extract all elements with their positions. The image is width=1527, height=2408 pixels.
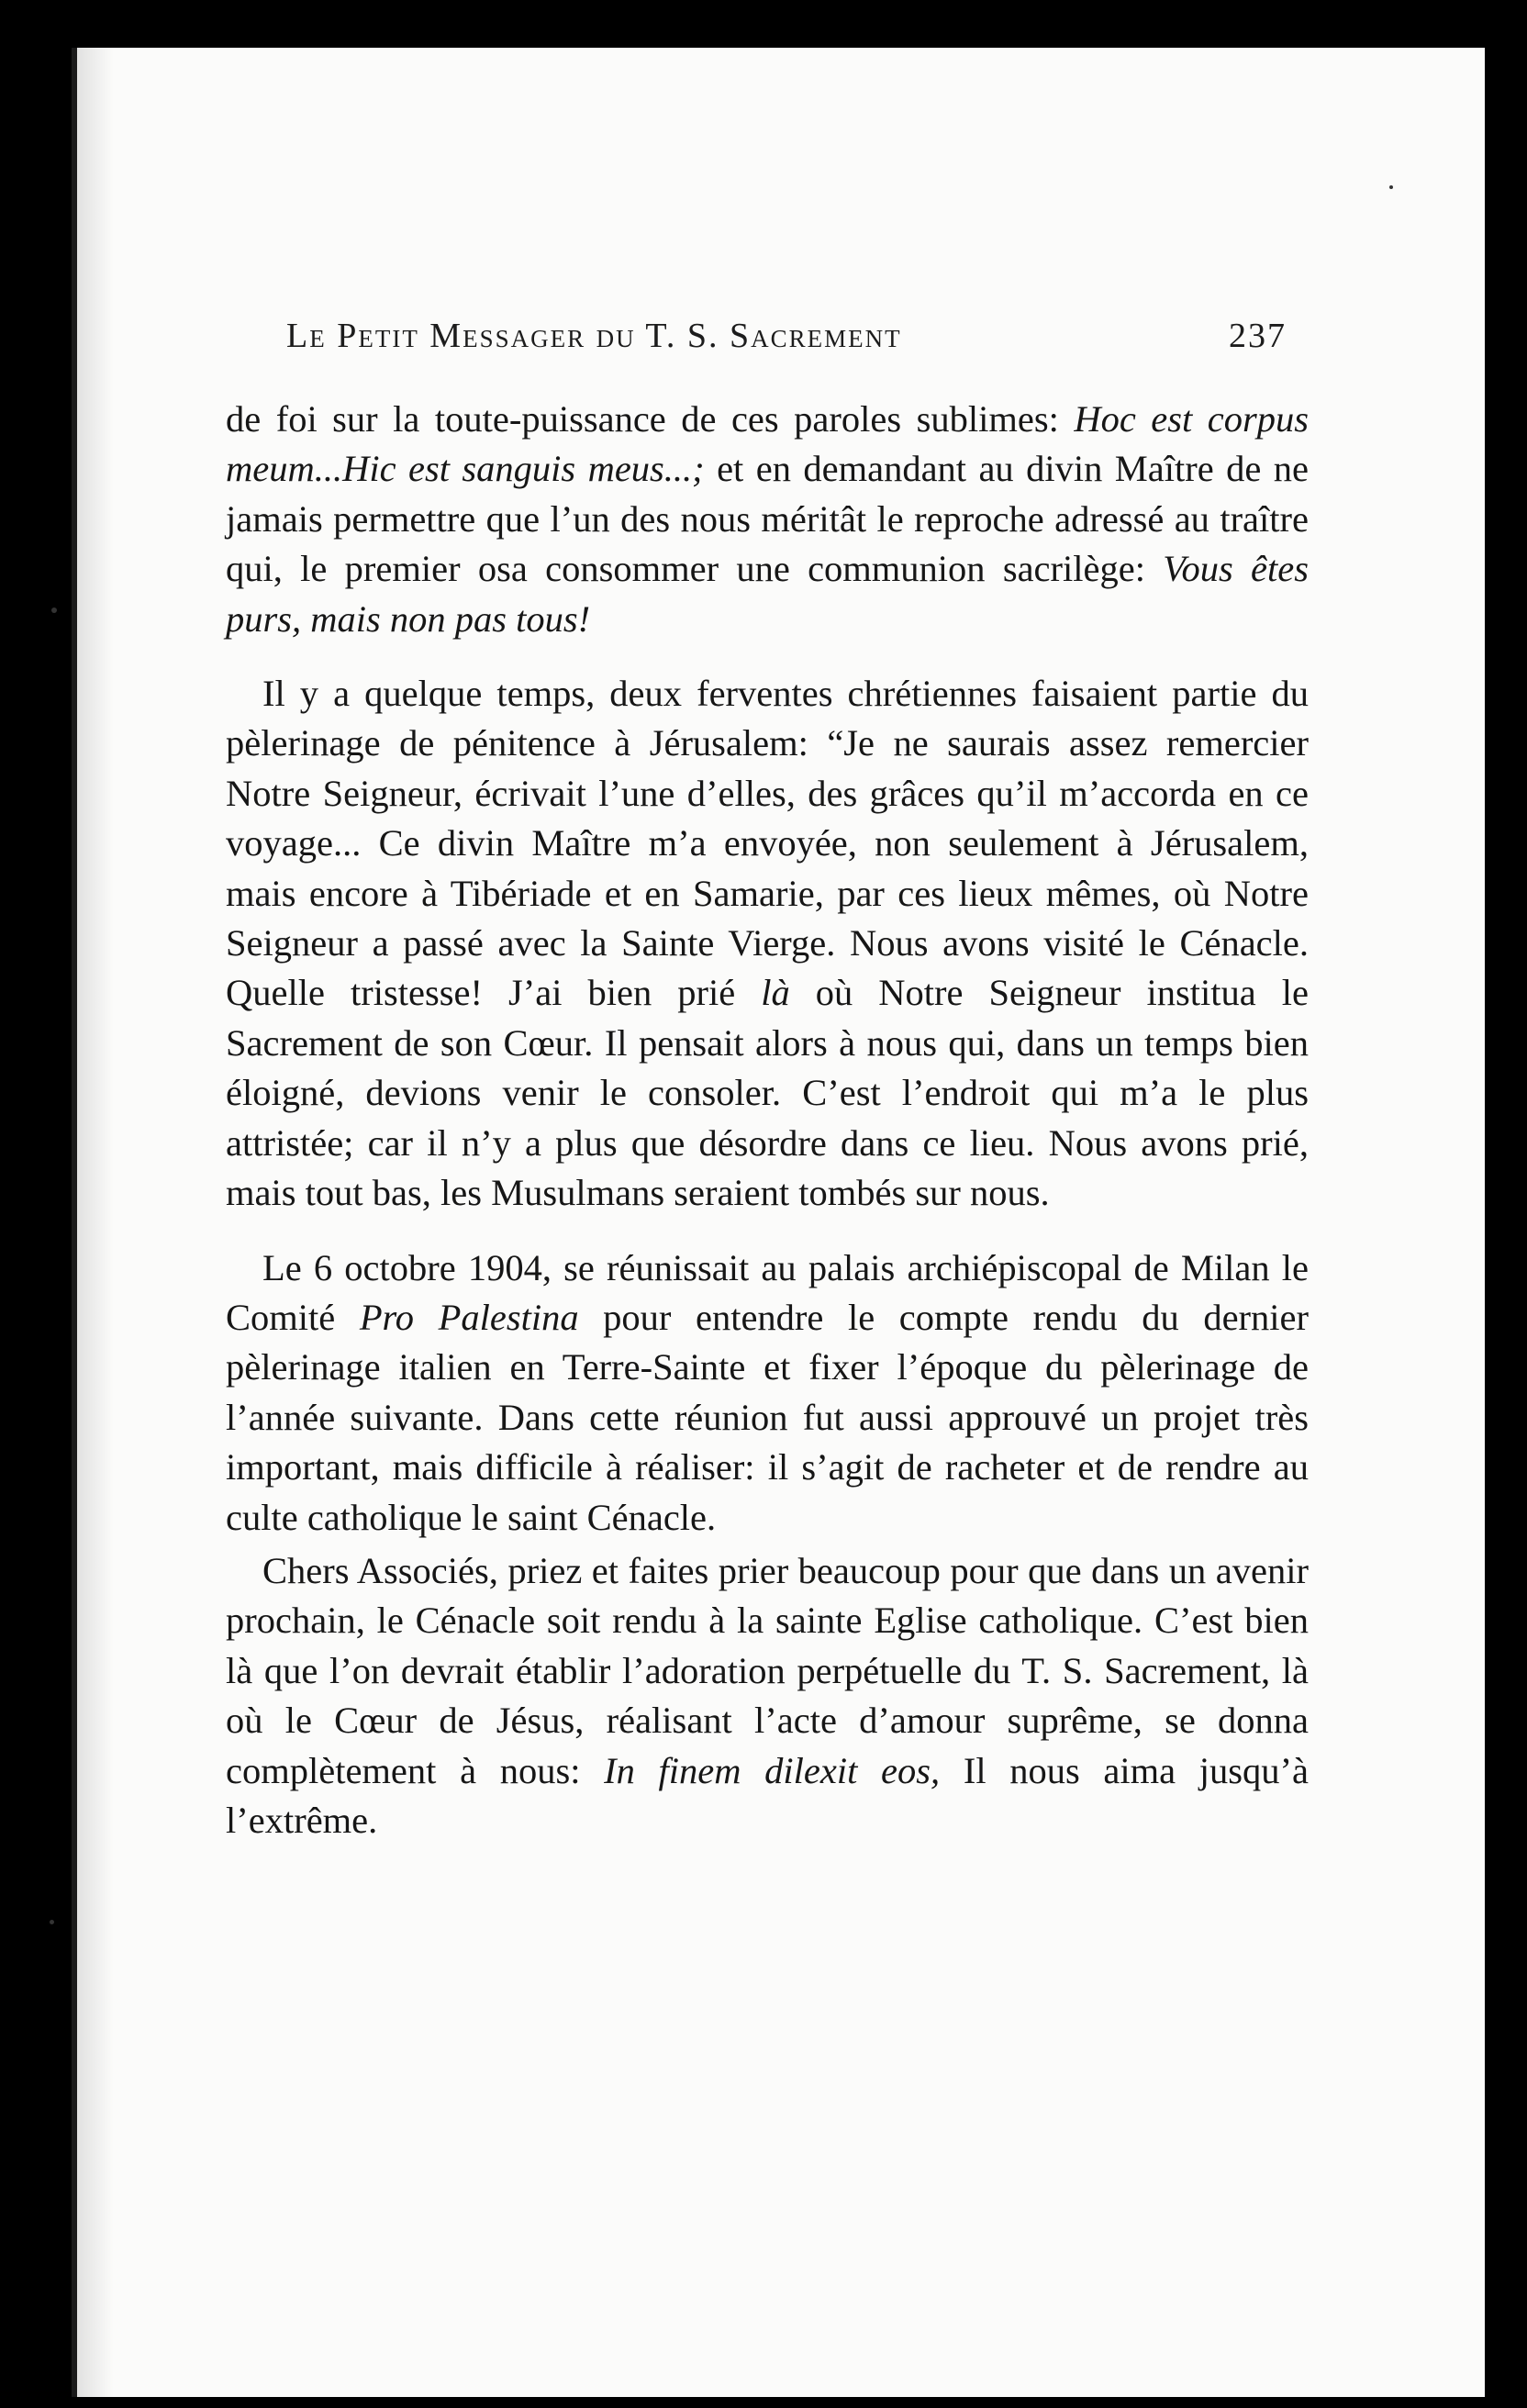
text-run: pour entendre le compte rendu du dernier pèlerinage italien en Terre-Sainte et fixer l’époque du pèlerinage de l’année suivante. Dans cette réunion fut aussi approuvé un projet très important, mais difficile à réaliser: il s’agit de racheter et de rendre au culte catholique le saint Cénacle. <box>226 1296 1310 1538</box>
text-run: Le 6 octobre 1904, se réunissait au palais archiépiscopal de Milan le Comité <box>226 1246 1309 1338</box>
italic-phrase: Pro Palestina <box>359 1296 579 1338</box>
text-run: Il y a quelque temps, deux ferventes chrétiennes faisaient partie du pèlerinage de pénitence à Jérusalem: “Je ne saurais assez remercier Notre Seigneur, écrivait l’une d’elles, des grâces qu’il m’accorda en ce voyage... Ce divin Maître m’a envoyée, non seulement à Jérusalem, mais encore à Tibériade et en Samarie, par ces lieux mêmes, où Notre Seigneur a passé avec la Sainte Vierge. Nous avons visité le Cénacle. Quelle tristesse! J’ai bien prié <box>226 673 1309 1014</box>
italic-phrase: In finem dilexit eos, <box>604 1749 941 1791</box>
paragraph <box>226 395 1309 644</box>
scan-speck <box>1389 185 1393 189</box>
scan-speck <box>51 608 57 613</box>
text-run: Chers Associés, priez et faites prier beaucoup pour que dans un avenir prochain, le Cénacle soit rendu à la sainte Eglise catholique. C’est bien là que l’on devrait établir l’adoration perpétuelle du T. S. Sacrement, là où le Cœur de Jésus, réalisant l’acte d’amour suprême, se donna complètement à nous: <box>226 1549 1309 1791</box>
paragraph <box>226 1243 1309 1543</box>
book-page <box>72 48 1485 2397</box>
paragraph <box>226 669 1309 1218</box>
scan-speck <box>50 1920 54 1924</box>
text-run: où Notre Seigneur institua le Sacrement de son Cœur. Il pensait alors à nous qui, dans un temps bien éloigné, devions venir le consoler. C’est l’endroit qui m’a le plus attristée; car il n’y a plus que désordre dans ce lieu. Nous avons prié, mais tout bas, les Musulmans seraient tombés sur nous. <box>226 972 1310 1214</box>
page-gutter-shadow <box>77 48 114 2397</box>
running-title: Le Petit Messager du T. S. Sacrement <box>286 317 902 355</box>
body-text <box>226 395 1309 1845</box>
text-run: et en demandant au divin Maître de ne jamais permettre que l’un des nous méritât le reproche adressé au traître qui, le premier osa consommer une communion sacrilège: <box>226 448 1309 590</box>
text-run: de foi sur la toute-puissance de ces paroles sublimes: <box>226 398 1075 440</box>
italic-phrase: Hoc est corpus meum...Hic est sanguis meus...; <box>226 398 1309 490</box>
italic-phrase: Vous êtes purs, mais non pas tous! <box>226 548 1309 640</box>
text-run: Il nous aima jusqu’à l’extrême. <box>226 1749 1309 1841</box>
running-head <box>286 316 1287 367</box>
italic-phrase: là <box>761 972 790 1014</box>
page-number: 237 <box>1229 317 1287 355</box>
paragraph <box>226 1546 1309 1845</box>
